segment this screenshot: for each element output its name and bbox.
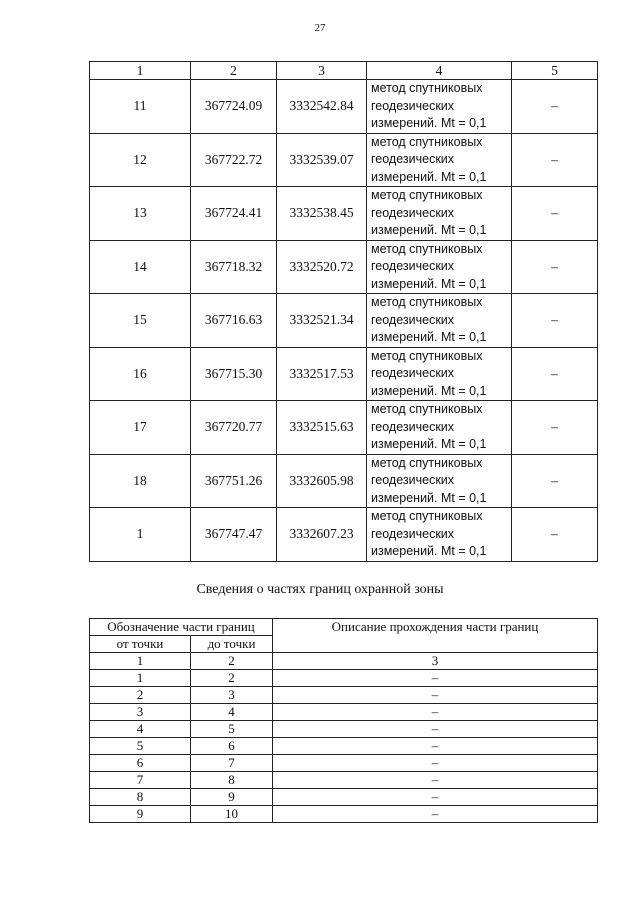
x-coordinate-cell: 367747.47 [191,508,277,562]
point-number-cell: 15 [90,294,191,348]
y-coordinate-cell: 3332607.23 [277,508,367,562]
coordinates-table [89,61,598,562]
extra-cell: – [512,401,598,455]
to-point-cell: 10 [191,806,273,823]
coordinate-row [90,240,598,294]
extra-cell: – [512,508,598,562]
method-line: геодезических [371,259,455,273]
parts-index-row [90,653,598,670]
method-line: измерений. Mt = 0,1 [371,169,487,184]
method-line: геодезических [371,473,455,487]
point-number-cell: 11 [90,80,191,134]
boundary-part-row [90,806,598,823]
method-line: метод спутниковых [371,402,483,416]
coordinate-row [90,401,598,455]
method-cell [367,294,512,348]
page-number: 27 [314,22,326,34]
x-coordinate-cell: 367715.30 [191,347,277,401]
column-header: 5 [512,62,598,80]
y-coordinate-cell: 3332542.84 [277,80,367,134]
extra-cell: – [512,240,598,294]
y-coordinate-cell: 3332517.53 [277,347,367,401]
index-cell: 3 [273,653,598,670]
method-cell [367,508,512,562]
description-cell: – [273,687,598,704]
boundary-part-row [90,687,598,704]
to-point-cell: 5 [191,721,273,738]
method-line: метод спутниковых [371,509,483,523]
boundary-part-row [90,755,598,772]
x-coordinate-cell: 367724.41 [191,187,277,241]
description-cell: – [273,772,598,789]
header-from-cell: от точки [90,636,191,653]
from-point-cell: 7 [90,772,191,789]
section-title: Сведения о частях границ охранной зоны [196,582,444,597]
coordinate-row [90,294,598,348]
to-point-cell: 3 [191,687,273,704]
method-cell [367,240,512,294]
x-coordinate-cell: 367718.32 [191,240,277,294]
y-coordinate-cell: 3332605.98 [277,454,367,508]
method-line: измерений. Mt = 0,1 [371,330,487,344]
from-point-cell: 6 [90,755,191,772]
coordinate-row [90,187,598,241]
to-point-cell: 6 [191,738,273,755]
column-header: 2 [191,62,277,80]
description-cell: – [273,670,598,687]
y-coordinate-cell: 3332538.45 [277,187,367,241]
method-line: метод спутниковых [371,188,483,202]
boundary-parts-table [89,618,598,823]
method-line: геодезических [371,205,455,220]
from-point-cell: 9 [90,806,191,823]
from-point-cell: 5 [90,738,191,755]
method-line: геодезических [371,419,455,434]
boundary-part-row [90,772,598,789]
method-line: измерений. Mt = 0,1 [371,437,487,451]
header-group-cell: Обозначение части границ [90,619,273,636]
method-line: метод спутниковых [371,348,483,363]
point-number-cell: 1 [90,508,191,562]
x-coordinate-cell: 367716.63 [191,294,277,348]
to-point-cell: 7 [191,755,273,772]
extra-cell: – [512,454,598,508]
method-line: измерений. Mt = 0,1 [371,490,487,505]
coordinates-header-row [90,62,598,80]
method-line: метод спутниковых [371,295,483,309]
method-cell [367,454,512,508]
method-line: геодезических [371,366,455,380]
y-coordinate-cell: 3332520.72 [277,240,367,294]
extra-cell: – [512,187,598,241]
point-number-cell: 16 [90,347,191,401]
x-coordinate-cell: 367724.09 [191,80,277,134]
method-line: геодезических [371,152,455,166]
coordinate-row [90,347,598,401]
header-to-cell: до точки [191,636,273,653]
to-point-cell: 9 [191,789,273,806]
method-line: измерений. Mt = 0,1 [371,383,487,398]
from-point-cell: 3 [90,704,191,721]
method-line: измерений. Mt = 0,1 [371,544,487,558]
index-cell: 2 [191,653,273,670]
description-cell: – [273,704,598,721]
to-point-cell: 8 [191,772,273,789]
method-line: геодезических [371,312,455,327]
point-number-cell: 18 [90,454,191,508]
x-coordinate-cell: 367720.77 [191,401,277,455]
method-line: геодезических [371,526,455,541]
x-coordinate-cell: 367751.26 [191,454,277,508]
method-line: измерений. Mt = 0,1 [371,116,487,130]
parts-header-row [90,619,598,636]
point-number-cell: 13 [90,187,191,241]
to-point-cell: 4 [191,704,273,721]
column-header: 1 [90,62,191,80]
method-cell [367,133,512,187]
boundary-part-row [90,721,598,738]
method-cell [367,401,512,455]
index-cell: 1 [90,653,191,670]
coordinate-row [90,508,598,562]
method-line: измерений. Mt = 0,1 [371,223,487,237]
from-point-cell: 2 [90,687,191,704]
from-point-cell: 8 [90,789,191,806]
header-description-cell: Описание прохождения части границ [273,619,598,653]
from-point-cell: 4 [90,721,191,738]
y-coordinate-cell: 3332539.07 [277,133,367,187]
from-point-cell: 1 [90,670,191,687]
coordinate-row [90,454,598,508]
boundary-part-row [90,704,598,721]
method-line: метод спутниковых [371,81,483,95]
extra-cell: – [512,80,598,134]
point-number-cell: 14 [90,240,191,294]
extra-cell: – [512,133,598,187]
point-number-cell: 17 [90,401,191,455]
description-cell: – [273,789,598,806]
method-line: метод спутниковых [371,241,483,256]
column-header: 4 [367,62,512,80]
coordinate-row [90,80,598,134]
description-cell: – [273,755,598,772]
boundary-part-row [90,789,598,806]
extra-cell: – [512,347,598,401]
y-coordinate-cell: 3332521.34 [277,294,367,348]
description-cell: – [273,806,598,823]
description-cell: – [273,721,598,738]
to-point-cell: 2 [191,670,273,687]
description-cell: – [273,738,598,755]
column-header: 3 [277,62,367,80]
method-line: геодезических [371,98,455,113]
method-cell [367,80,512,134]
boundary-part-row [90,670,598,687]
coordinate-row [90,133,598,187]
y-coordinate-cell: 3332515.63 [277,401,367,455]
method-line: измерений. Mt = 0,1 [371,276,487,291]
method-cell [367,187,512,241]
point-number-cell: 12 [90,133,191,187]
extra-cell: – [512,294,598,348]
boundary-part-row [90,738,598,755]
method-line: метод спутниковых [371,134,483,149]
method-cell [367,347,512,401]
method-line: метод спутниковых [371,455,483,470]
x-coordinate-cell: 367722.72 [191,133,277,187]
